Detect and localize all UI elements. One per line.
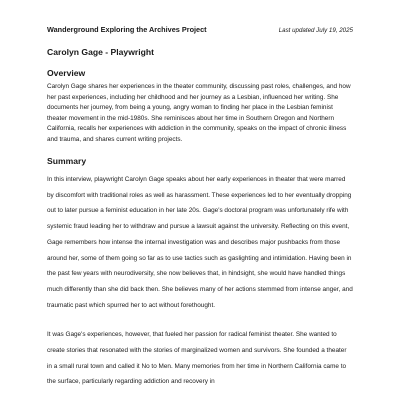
page-header	[47, 0, 353, 37]
overview-paragraph: Carolyn Gage shares her experiences in the theater community, discussing past roles, challenges, and how her past experiences, including her childhood and her journey as a Lesbian, influenced her writing. She documents her journey, from being a young, angry woman to finding her place in the Lesbian feminist theater movement in the mid-1980s. She reminisces about her time in Southern Oregon and Northern California, recalls her experiences with addiction in the community, speaks on the impact of chronic illness and trauma, and shares current writing projects.	[47, 83, 351, 143]
overview-heading: Overview	[47, 68, 86, 78]
last-updated-date: Last updated July 19, 2025	[278, 27, 353, 34]
summary-paragraph-1: In this interview, playwright Carolyn Gage speaks about her early experiences in theater that were marred by discomfort with traditional roles as well as harassment. These experiences led to her eventually dropping out to later pursue a feminist education in her late 20s. Gage's doctoral program was unfortunately rife with systemic fraud leading her to withdraw and pursue a lawsuit against the university. Reflecting on this event, Gage remembers how intense the internal investigation was and describes major pushbacks from those around her, some of them going so far as to use tactics such as gaslighting and intimidation. Having been in the past few years with neurodiversity, she now believes that, in hindsight, she would have handled things much differently than she did back then. She believes many of her actions stemmed from intense anger, and traumatic past which spurred her to act without forethought.	[47, 176, 353, 309]
document-title: Carolyn Gage - Playwright	[47, 47, 154, 57]
summary-paragraph-2: It was Gage's experiences, however, that fueled her passion for radical feminist theater. She wanted to create stories that resonated with the stories of marginalized women and survivors. She founded a theater in a small rural town and called it No to Men. Many memories from her time in Northern California came to the surface, particularly regarding addiction and recovery in	[47, 331, 347, 386]
summary-heading: Summary	[47, 156, 87, 166]
project-title: Wanderground Exploring the Archives Project	[47, 25, 207, 34]
